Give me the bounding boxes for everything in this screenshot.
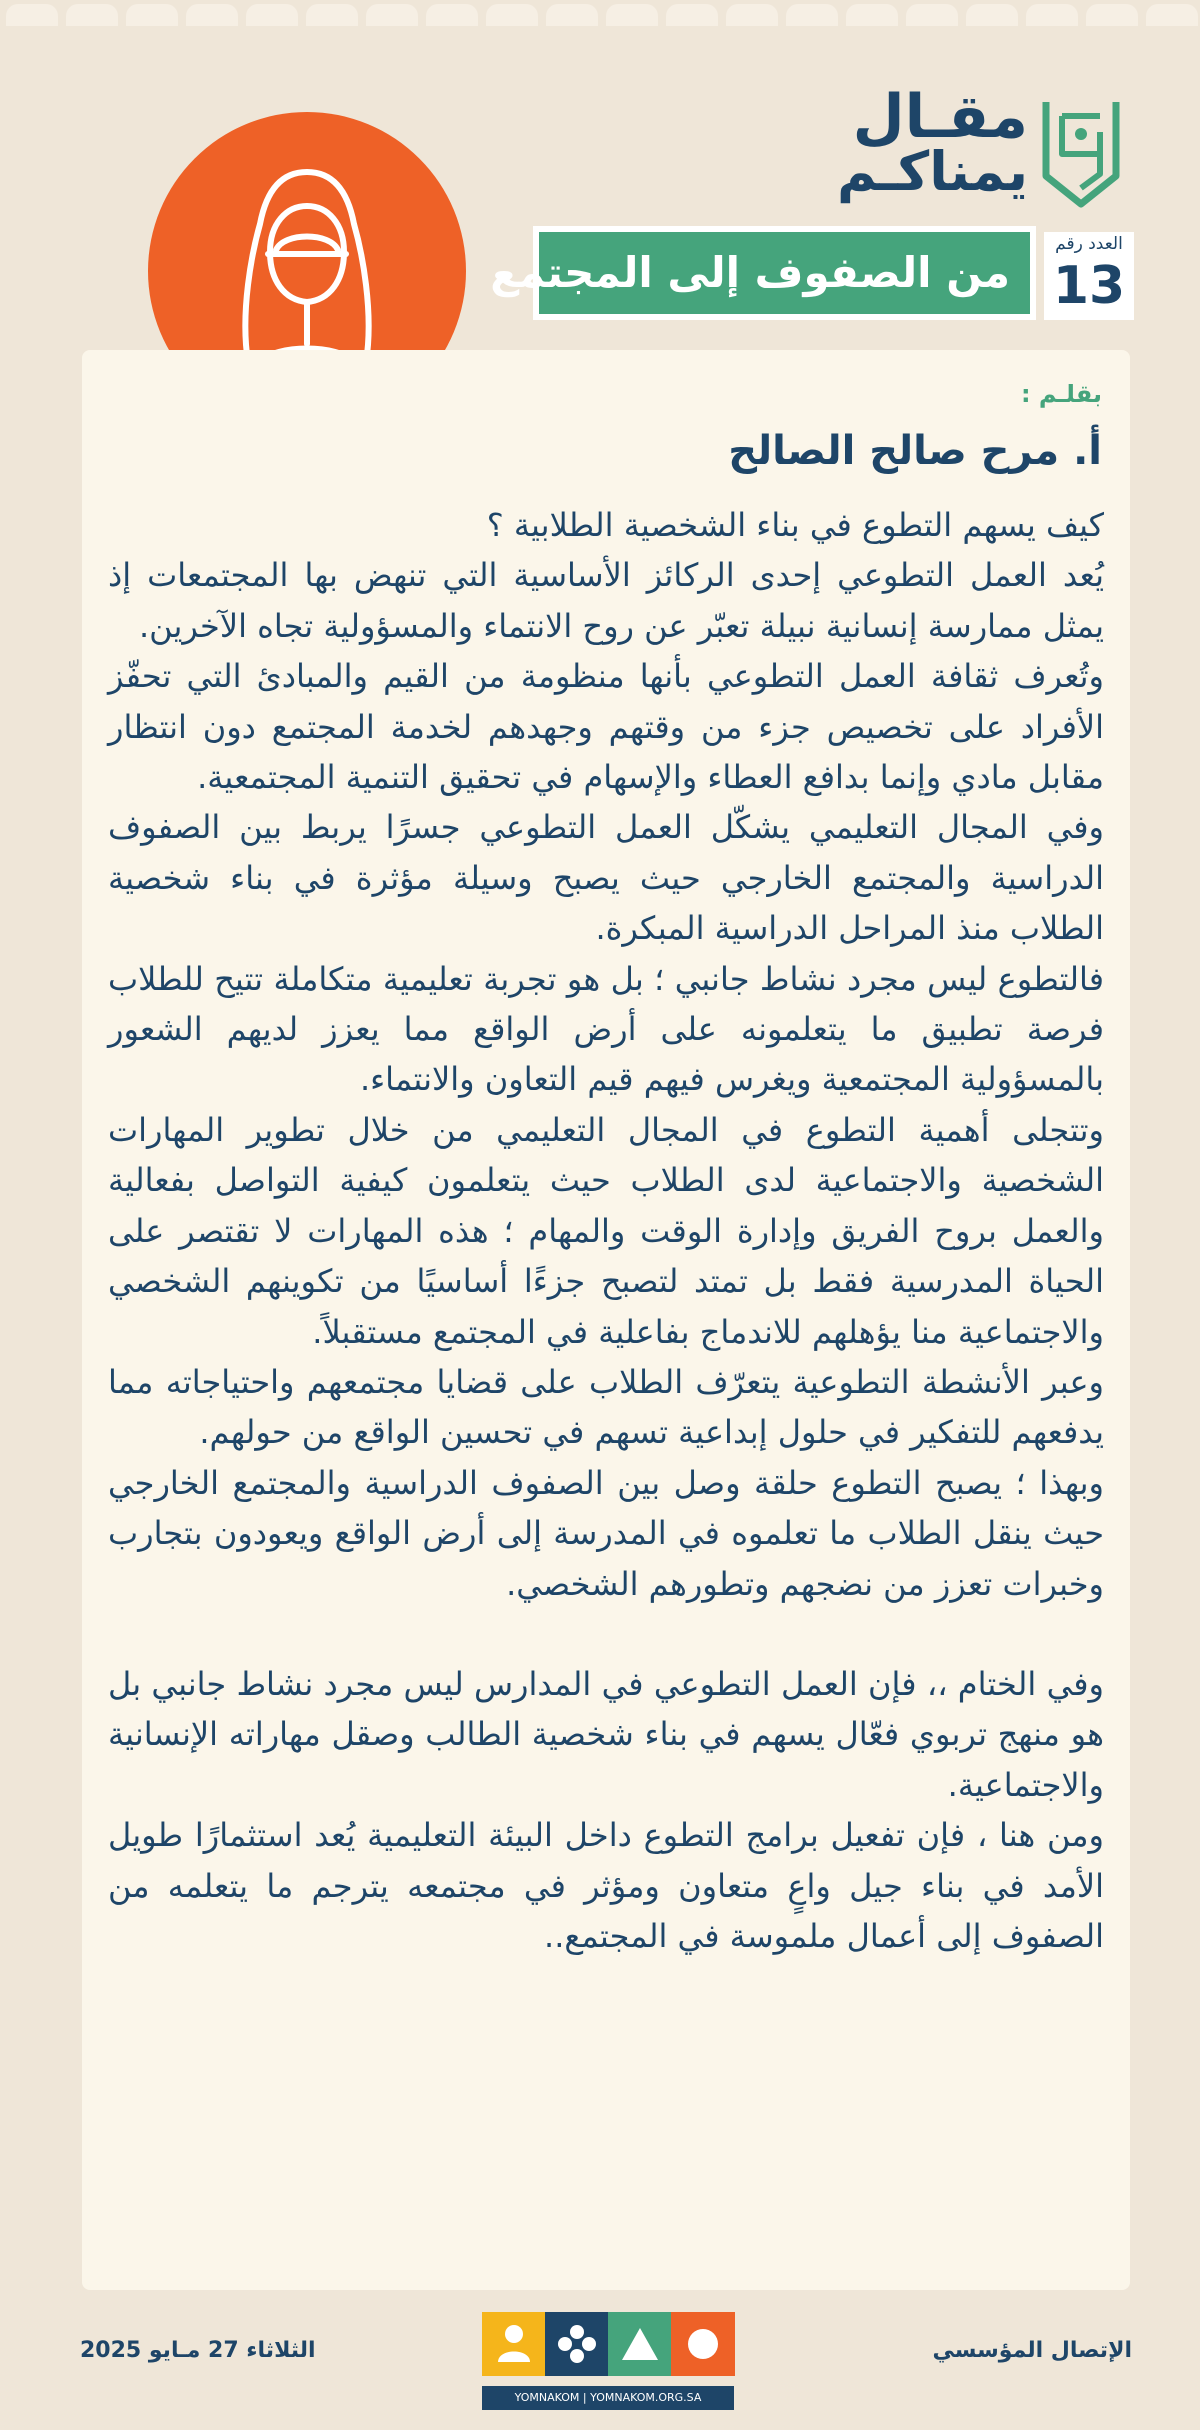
author-name: أ. مرح صالح الصالح	[728, 428, 1102, 474]
decorative-pattern	[0, 0, 1200, 46]
article-paragraph: يُعد العمل التطوعي إحدى الركائز الأساسية التي تنهض بها المجتمعات إذ يمثل ممارسة إنسانية نبيلة تعبّر عن روح الانتماء والمسؤولية تجاه الآخرين.	[108, 556, 1104, 645]
article-paragraph: وعبر الأنشطة التطوعية يتعرّف الطلاب على قضايا مجتمعهم واحتياجاته مما يدفعهم للتفكير في حلول إبداعية تسهم في تحسين الواقع من حولهم.	[108, 1362, 1104, 1452]
article-body	[108, 500, 1104, 1961]
issue-label: العدد رقم	[1055, 234, 1123, 254]
circle-icon	[671, 2312, 735, 2376]
article-title: من الصفوف إلى المجتمع	[490, 248, 1010, 297]
triangle-icon	[608, 2312, 672, 2376]
footer-date: الثلاثاء 27 مـايو 2025	[80, 2338, 316, 2363]
person-icon	[482, 2312, 546, 2376]
byline-label: بقلـم :	[1020, 380, 1102, 408]
issue-number: 13	[1052, 256, 1126, 316]
brand-name-line2: يمناكـم	[836, 140, 1028, 203]
article-card	[82, 350, 1130, 2290]
issue-badge	[1044, 232, 1134, 320]
flower-icon	[545, 2312, 609, 2376]
article-title-bar	[490, 226, 1036, 320]
article-question: كيف يسهم التطوع في بناء الشخصية الطلابية ؟	[486, 506, 1104, 544]
footer-social-link[interactable]: YOMNAKOM | YOMNAKOM.ORG.SA	[482, 2386, 734, 2410]
brand-name-line1: مقـال	[852, 82, 1028, 152]
article-paragraph: وبهذا ؛ يصبح التطوع حلقة وصل بين الصفوف الدراسية والمجتمع الخارجي حيث ينقل الطلاب ما تعلموه في المدرسة إلى أرض الواقع ويعودون بتجارب وخبرات تعزز من نضجهم وتطورهم الشخصي.	[108, 1463, 1104, 1603]
brand-logo-mark	[1040, 92, 1122, 210]
article-paragraph: وتُعرف ثقافة العمل التطوعي بأنها منظومة من القيم والمبادئ التي تحفّز الأفراد على تخصيص جزء من وقتهم وجهدهم لخدمة المجتمع دون انتظار مقابل مادي وإنما بدافع العطاء والإسهام في تحقيق التنمية المجتمعية.	[108, 657, 1104, 797]
article-paragraph: وفي الختام ،، فإن العمل التطوعي في المدارس ليس مجرد نشاط جانبي بل هو منهج تربوي فعّال يسهم في بناء شخصية الطالب وصقل مهاراته الإنسانية والاجتماعية.	[108, 1664, 1104, 1804]
article-paragraph: وتتجلى أهمية التطوع في المجال التعليمي من خلال تطوير المهارات الشخصية والاجتماعية لدى الطلاب حيث يتعلمون كيفية التواصل بفعالية والعمل بروح الفريق وإدارة الوقت والمهام ؛ هذه المهارات لا تقتصر على الحياة المدرسية فقط بل تمتد لتصبح جزءًا أساسيًا من تكوينهم الشخصي والاجتماعية منا يؤهلهم للاندماج بفاعلية في المجتمع مستقبلاً.	[108, 1110, 1104, 1351]
footer-department: الإتصال المؤسسي	[932, 2338, 1132, 2363]
article-paragraph: ومن هنا ، فإن تفعيل برامج التطوع داخل البيئة التعليمية يُعد استثمارًا طويل الأمد في بناء جيل واعٍ متعاون ومؤثر في مجتمعه يترجم ما يتعلمه من الصفوف إلى أعمال ملموسة في المجتمع..	[108, 1816, 1104, 1955]
article-paragraph: وفي المجال التعليمي يشكّل العمل التطوعي جسرًا يربط بين الصفوف الدراسية والمجتمع الخارجي حيث يصبح وسيلة مؤثرة في بناء شخصية الطلاب منذ المراحل الدراسية المبكرة.	[108, 808, 1104, 948]
footer	[0, 2290, 1200, 2430]
article-paragraph: فالتطوع ليس مجرد نشاط جانبي ؛ بل هو تجربة تعليمية متكاملة تتيح للطلاب فرصة تطبيق ما يتعلمونه على أرض الواقع مما يعزز لديهم الشعور بالمسؤولية المجتمعية ويغرس فيهم قيم التعاون والانتماء.	[108, 959, 1104, 1099]
